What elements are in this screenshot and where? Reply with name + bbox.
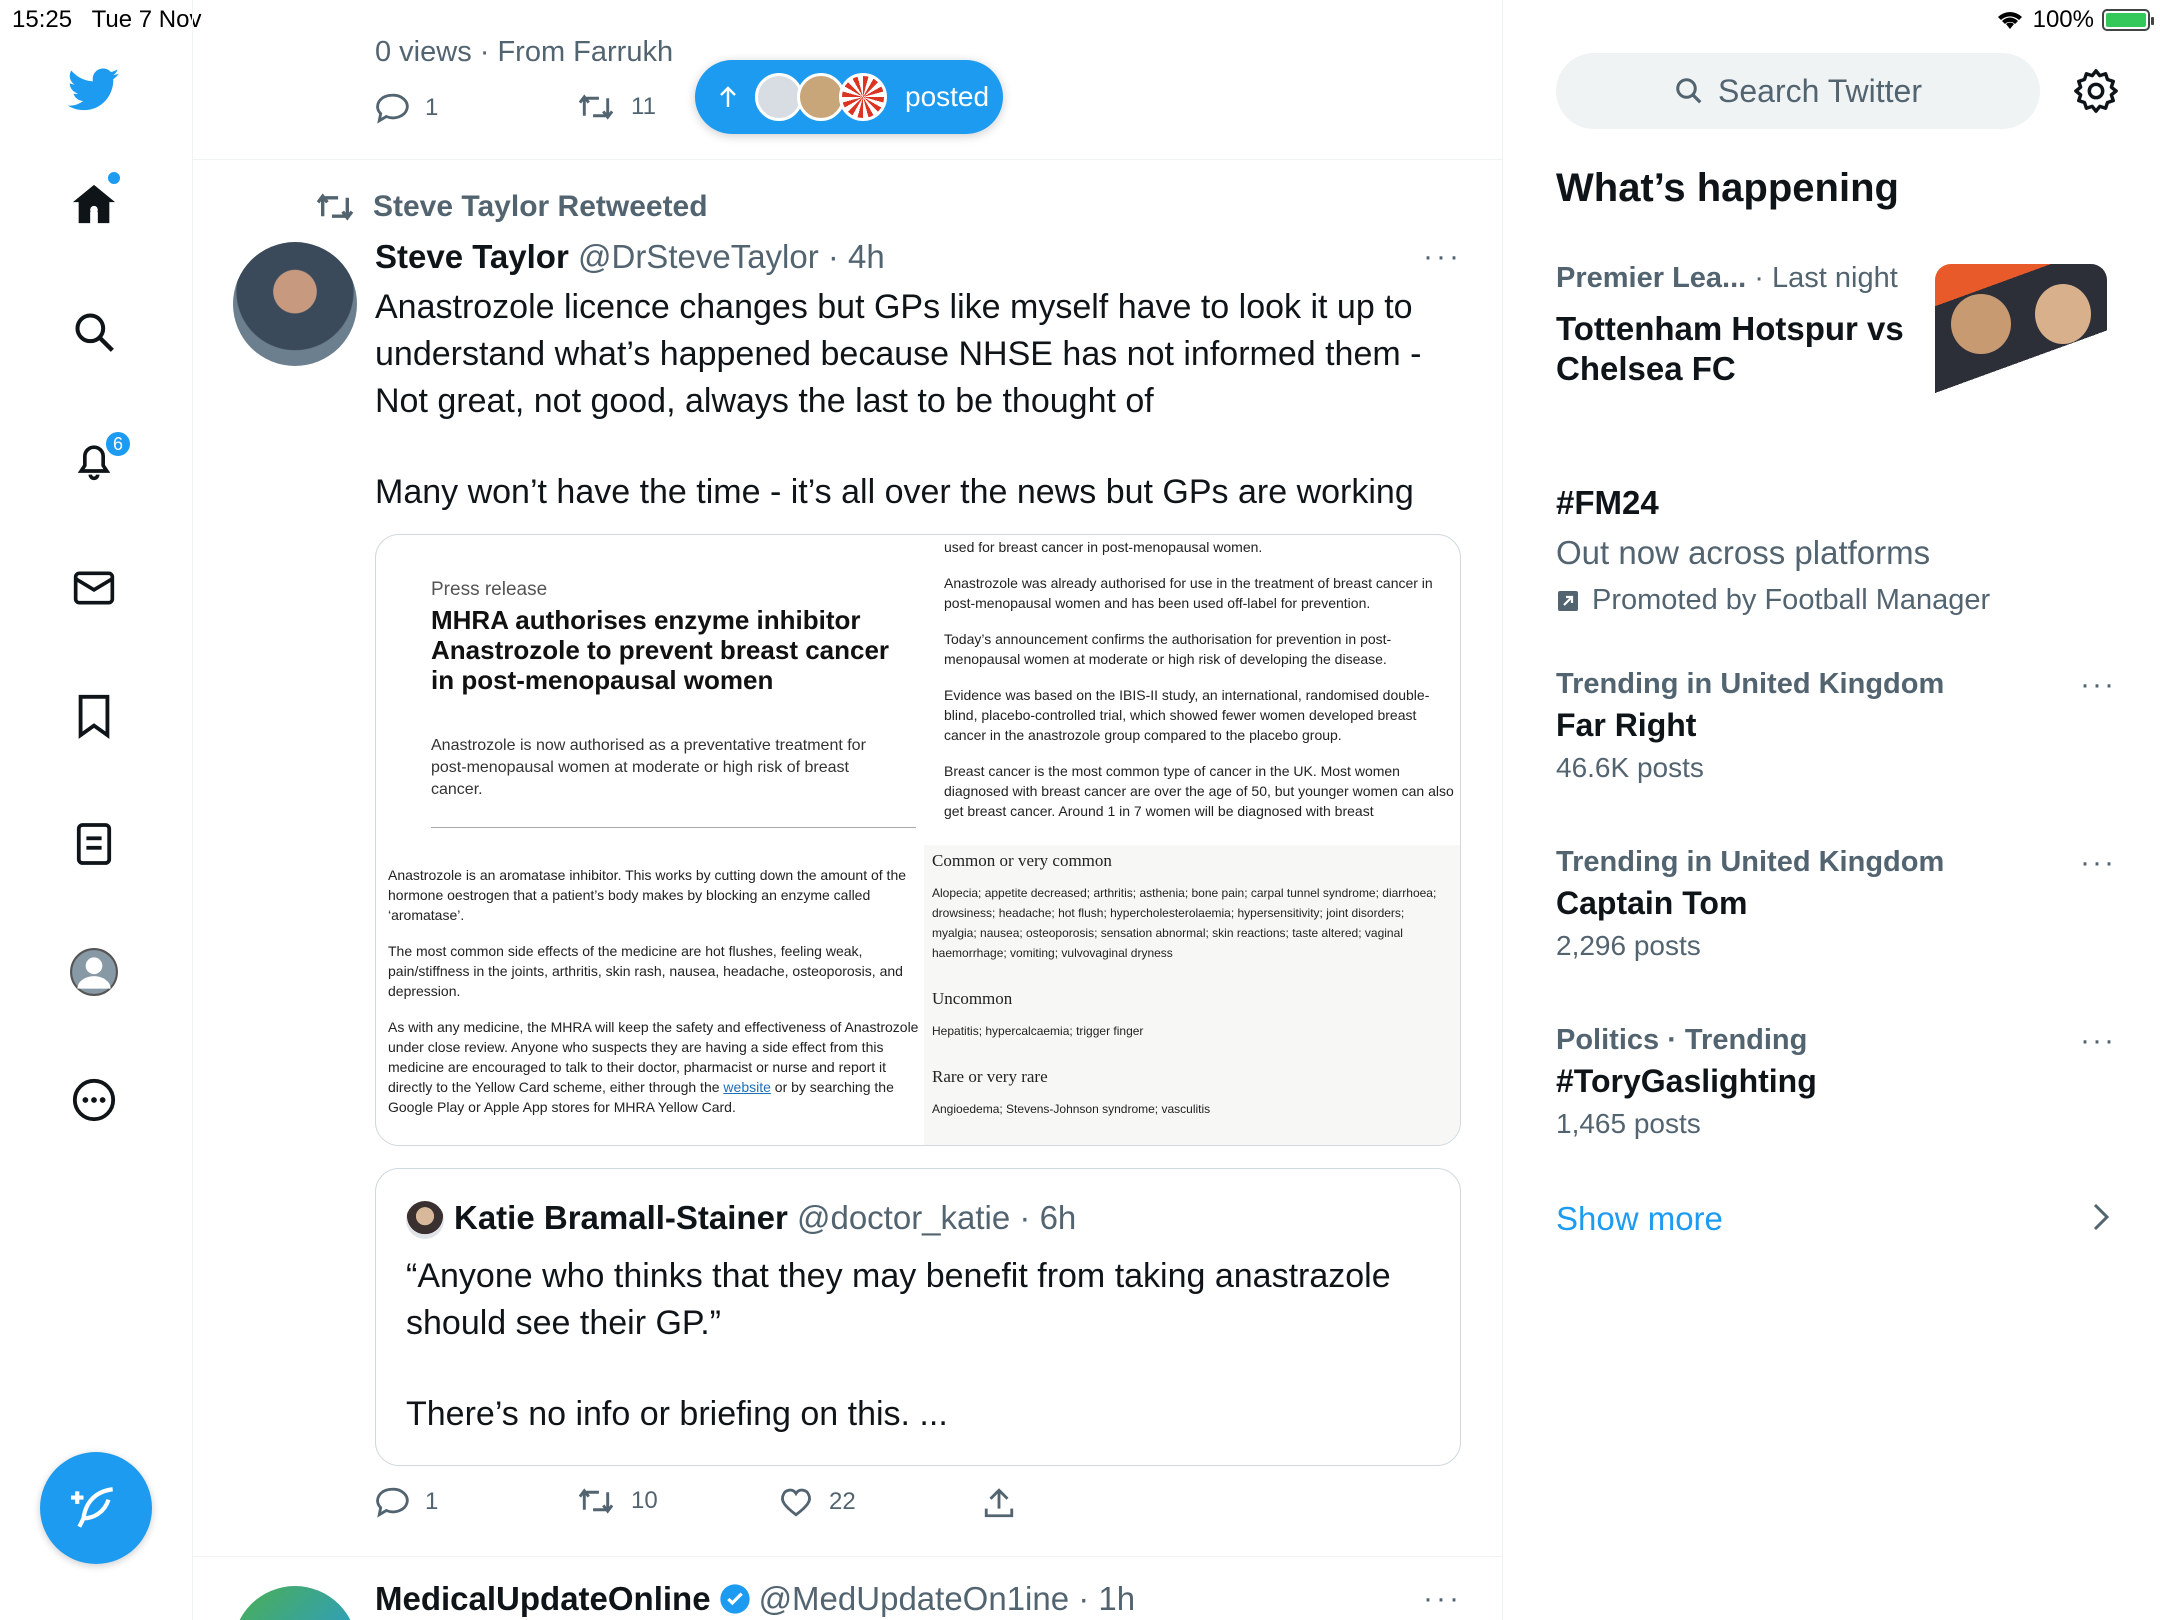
press-release-label: Press release — [431, 579, 548, 600]
featured-trend-image — [1935, 264, 2107, 436]
trend-more-icon[interactable]: ··· — [2080, 1024, 2116, 1057]
press-paragraph: The most common side effects of the medicine are hot flushes, feeling weak, pain/stiffness in the joints, arthritis, skin rash, nausea, headache, osteoporosis, and depression. — [388, 943, 903, 999]
press-summary: Anastrozole is now authorised as a preventative treatment for post-menopausal women at moderate or high risk of breast cancer. — [431, 737, 866, 798]
left-navigation — [0, 0, 193, 1620]
compose-feather-icon — [71, 1483, 121, 1533]
reply-count: 1 — [425, 1488, 439, 1515]
promo-subtitle: Out now across platforms — [1556, 534, 1931, 571]
home-icon[interactable] — [66, 176, 122, 232]
press-paragraph: As with any medicine, the MHRA will keep the safety and effectiveness of Anastrozole under close review. Anyone who suspects they are having a side effect from this medicine are encouraged to talk to their doctor, pharmacist or nurse and report it directly to the Yellow Card scheme, either through the — [388, 1019, 919, 1095]
quote-author-avatar — [406, 1201, 444, 1239]
previous-retweet-button[interactable] — [577, 92, 656, 122]
search-icon[interactable] — [66, 304, 122, 360]
trend-item[interactable] — [1556, 668, 2116, 784]
quote-header — [454, 1199, 1076, 1237]
tweet-text — [375, 284, 1465, 516]
tweet-more-icon[interactable]: ··· — [1423, 240, 1462, 273]
tweet-text-line: Anastrozole licence changes but GPs like myself have to look it up to — [375, 288, 1413, 326]
next-author-handle[interactable]: @MedUpdateOn1ine · 1h — [758, 1580, 1136, 1617]
show-more-link[interactable]: Show more — [1556, 1200, 1723, 1237]
trend-title: Far Right — [1556, 707, 1697, 743]
press-paragraph: Breast cancer is the most common type of cancer in the UK. Most women diagnosed with breast cancer are over the age of 50, but younger women can also get breast cancer. Around 1 in 7 women will be diagnosed with breast — [944, 763, 1454, 819]
trend-count: 1,465 posts — [1556, 1108, 1701, 1139]
avatar — [839, 73, 887, 121]
like-count: 22 — [829, 1488, 856, 1515]
promo-title: #FM24 — [1556, 484, 1659, 521]
trend-meta: Trending in United Kingdom — [1556, 668, 1945, 700]
featured-category: Premier Lea... — [1556, 262, 1747, 294]
heart-icon — [779, 1486, 813, 1518]
like-button[interactable] — [779, 1486, 856, 1518]
side-effects-list: Alopecia; appetite decreased; arthritis; asthenia; bone pain; carpal tunnel syndrome; diarrhoea; drowsiness; headache; hot flush; hypercholesterolaemia; hypersensitivity; joint disorders; myalgia; nausea; osteoporosis; sensation abnormal; skin reactions; taste altered; vaginal haemorrhage; vomiting; vulvovaginal dryness — [932, 886, 1437, 960]
promoted-icon — [1556, 589, 1580, 613]
retweet-count: 11 — [631, 93, 656, 120]
trend-more-icon[interactable]: ··· — [2080, 846, 2116, 879]
trend-title: #ToryGaslighting — [1556, 1063, 1817, 1099]
notifications-icon[interactable] — [66, 432, 122, 488]
press-paragraph: or by searching the Google Play or Apple App stores for MHRA Yellow Card. — [388, 1079, 894, 1115]
reply-count: 1 — [425, 94, 439, 121]
retweet-icon — [577, 1486, 615, 1516]
trend-count: 2,296 posts — [1556, 930, 1701, 961]
retweeted-by[interactable] — [315, 190, 708, 224]
battery-percent: 100% — [2032, 6, 2094, 33]
posted-label: posted — [905, 81, 990, 112]
bookmarks-icon[interactable] — [66, 688, 122, 744]
side-effects-heading: Rare or very rare — [932, 1067, 1048, 1086]
retweet-button[interactable] — [577, 1486, 658, 1516]
search-input[interactable] — [1556, 53, 2040, 129]
more-icon[interactable] — [66, 1072, 122, 1128]
author-avatar[interactable] — [233, 242, 357, 366]
right-sidebar — [1503, 0, 2160, 1620]
tweet-media-image[interactable] — [375, 534, 1461, 1146]
website-link: website — [723, 1079, 771, 1095]
side-effects-list: Angioedema; Stevens-Johnson syndrome; vasculitis — [932, 1102, 1211, 1116]
messages-icon[interactable] — [66, 560, 122, 616]
trend-item[interactable] — [1556, 846, 2116, 962]
tweet-text-line: Not great, not good, always the last to be thought of — [375, 382, 1154, 420]
quote-author-name: Katie Bramall-Stainer — [454, 1199, 788, 1236]
next-author-avatar[interactable] — [233, 1586, 357, 1620]
chevron-right-icon[interactable] — [2091, 1202, 2111, 1237]
previous-reply-button[interactable] — [375, 92, 438, 124]
lists-icon[interactable] — [66, 816, 122, 872]
press-paragraph: used for breast cancer in post-menopausal women. — [944, 539, 1263, 555]
quoted-tweet[interactable] — [375, 1168, 1461, 1466]
compose-tweet-button[interactable] — [40, 1452, 152, 1564]
share-icon — [983, 1486, 1015, 1520]
featured-title: Tottenham Hotspur vs — [1556, 310, 1904, 347]
side-effects-heading: Uncommon — [932, 989, 1013, 1008]
trend-more-icon[interactable]: ··· — [2080, 668, 2116, 701]
quote-author-handle: @doctor_katie · 6h — [796, 1199, 1077, 1236]
next-tweet-header — [375, 1580, 1135, 1618]
quote-text-line: should see their GP.” — [406, 1304, 721, 1342]
search-icon — [1674, 76, 1704, 106]
settings-gear-icon[interactable] — [2073, 68, 2119, 119]
notifications-badge: 6 — [104, 430, 132, 458]
reply-icon — [375, 1486, 409, 1518]
retweeted-by-label: Steve Taylor Retweeted — [373, 190, 708, 223]
whats-happening-title: What’s happening — [1556, 166, 1899, 210]
reply-button[interactable] — [375, 1486, 438, 1518]
next-author-name[interactable]: MedicalUpdateOnline — [375, 1580, 711, 1617]
retweet-icon — [315, 191, 355, 223]
author-name[interactable]: Steve Taylor — [375, 238, 569, 275]
promoted-by: Promoted by Football Manager — [1592, 584, 1991, 616]
share-button[interactable] — [983, 1486, 1015, 1520]
retweet-icon — [577, 92, 615, 122]
trend-title: Captain Tom — [1556, 885, 1748, 921]
tweet-header — [375, 238, 885, 276]
featured-trend[interactable] — [1556, 262, 1916, 389]
previous-tweet-meta: 0 views · From Farrukh — [375, 36, 674, 68]
status-time: 15:25 Tue 7 Nov — [12, 6, 202, 33]
verified-badge-icon — [719, 1583, 751, 1615]
next-tweet-more-icon[interactable]: ··· — [1423, 1582, 1462, 1615]
new-posts-pill[interactable] — [695, 60, 1003, 134]
side-effects-heading: Common or very common — [932, 851, 1112, 870]
timeline — [193, 0, 1503, 1620]
featured-time: · Last night — [1754, 262, 1898, 294]
search-placeholder: Search Twitter — [1718, 72, 1922, 109]
press-paragraph: Today’s announcement confirms the authorisation for prevention in post-menopausal women at moderate or high risk of developing the disease. — [944, 631, 1392, 667]
trend-item[interactable] — [1556, 1024, 2116, 1140]
trend-meta: Politics · Trending — [1556, 1024, 1808, 1056]
profile-icon[interactable] — [66, 944, 122, 1000]
reply-icon — [375, 92, 409, 124]
author-handle[interactable]: @DrSteveTaylor · 4h — [577, 238, 885, 275]
press-paragraph: Evidence was based on the IBIS-II study, an international, randomised double-blind, placebo-controlled trial, which showed fewer women developed breast cancer in the anastrozole group compared to the placebo group. — [944, 687, 1430, 743]
arrow-up-icon — [717, 85, 739, 109]
tweet-text-line: Many won’t have the time - it’s all over the news but GPs are working — [375, 473, 1414, 511]
quote-text — [406, 1253, 1436, 1438]
twitter-logo[interactable] — [66, 62, 122, 118]
avatar — [797, 73, 845, 121]
press-headline: MHRA authorises enzyme inhibitor Anastrozole to prevent breast cancer in post-menopausal women — [431, 605, 890, 695]
promoted-trend[interactable] — [1556, 484, 2116, 617]
retweet-count: 10 — [631, 1487, 658, 1514]
trend-count: 46.6K posts — [1556, 752, 1704, 783]
tweet-text-line: understand what’s happened because NHSE has not informed them - — [375, 335, 1422, 373]
quote-text-line: There’s no info or briefing on this. ... — [406, 1395, 948, 1433]
featured-title: Chelsea FC — [1556, 350, 1736, 387]
quote-text-line: “Anyone who thinks that they may benefit from taking anastrazole — [406, 1257, 1391, 1295]
trend-meta: Trending in United Kingdom — [1556, 846, 1945, 878]
side-effects-list: Hepatitis; hypercalcaemia; trigger finger — [932, 1024, 1144, 1038]
avatar — [755, 73, 803, 121]
press-paragraph: Anastrozole was already authorised for use in the treatment of breast cancer in post-menopausal women and has been used off-label for prevention. — [944, 575, 1433, 611]
press-paragraph: Anastrozole is an aromatase inhibitor. This works by cutting down the amount of the hormone oestrogen that a patient’s body makes by blocking an enzyme called ‘aromatase’. — [388, 867, 907, 923]
